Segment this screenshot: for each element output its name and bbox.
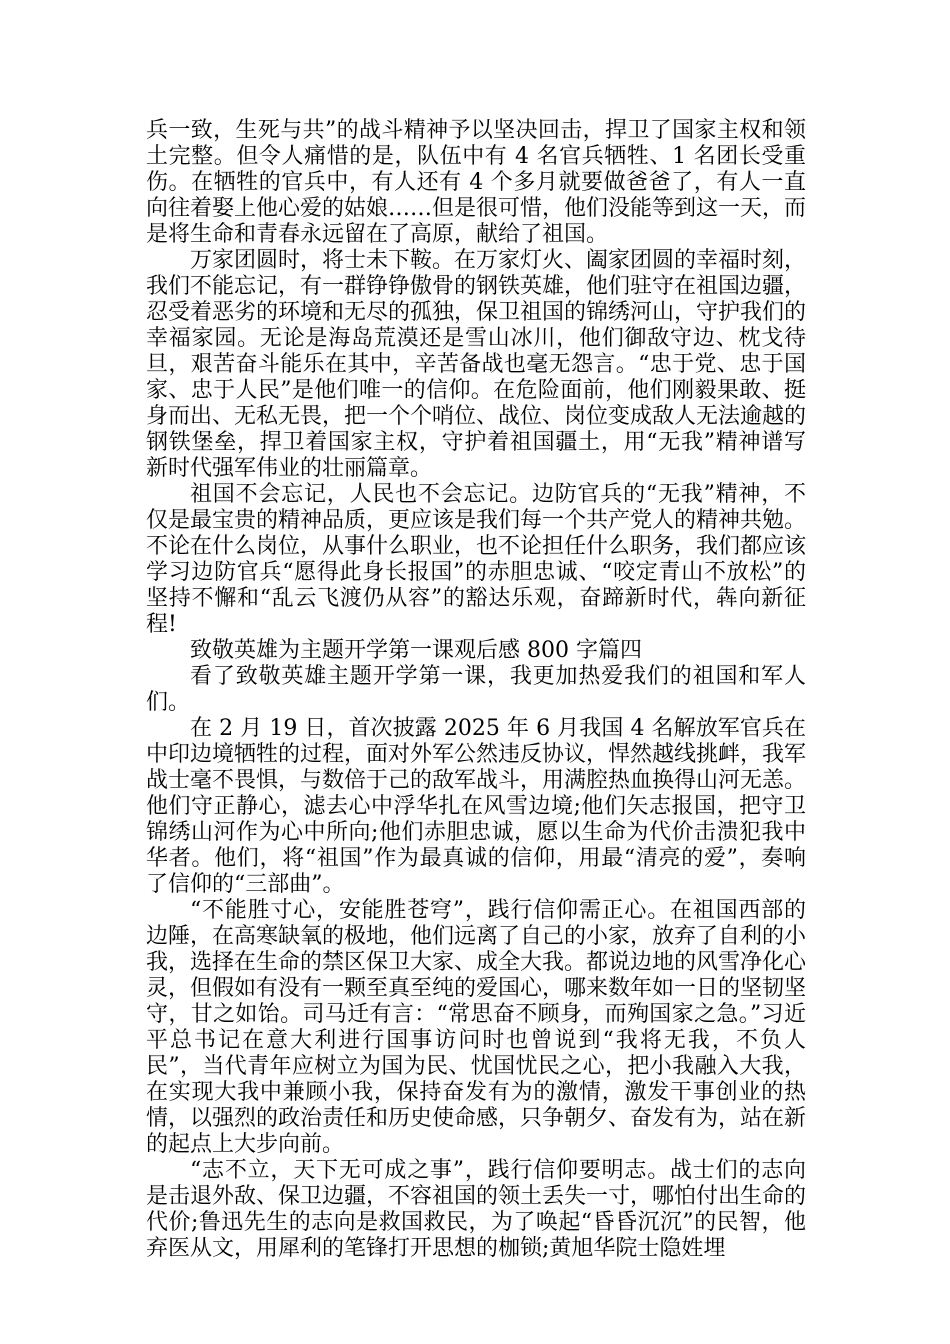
body-paragraph: 万家团圆时，将士未下鞍。在万家灯火、阖家团圆的幸福时刻，我们不能忘记，有一群铮铮傲骨的钢铁英雄，他们驻守在祖国边疆，忍受着恶劣的环境和无尽的孤独，保卫祖国的锦绣河山，守护我们的幸福家园。无论是海岛荒漠还是雪山冰川，他们御敌守边、枕戈待旦，艰苦奋斗能乐在其中，辛苦备战也毫无怨言。“忠于党、忠于国家、忠于人民”是他们唯一的信仰。在危险面前，他们刚毅果敢、挺身而出、无私无畏，把一个个哨位、战位、岗位变成敌人无法逾越的钢铁堡垒，捍卫着国家主权，守护着祖国疆土，用“无我”精神谱写新时代强军伟业的壮丽篇章。	[146, 248, 807, 481]
body-paragraph: “不能胜寸心，安能胜苍穹”，践行信仰需正心。在祖国西部的边陲，在高寒缺氧的极地，他们远离了自己的小家，放弃了自利的小我，选择在生命的禁区保卫大家、成全大我。都说边地的风雪净化心灵，但假如有没有一颗至真至纯的爱国心，哪来数年如一日的坚韧坚守，甘之如饴。司马迁有言：“常思奋不顾身，而殉国家之急。”习近平总书记在意大利进行国事访问时也曾说到“我将无我，不负人民”，当代青年应树立为国为民、忧国忧民之心，把小我融入大我，在实现大我中兼顾小我，保持奋发有为的激情，激发干事创业的热情，以强烈的政治责任和历史使命感，只争朝夕、奋发有为，站在新的起点上大步向前。	[146, 898, 807, 1157]
body-paragraph: 兵一致，生死与共”的战斗精神予以坚决回击，捍卫了国家主权和领土完整。但令人痛惜的是，队伍中有 4 名官兵牺牲、1 名团长受重伤。在牺牲的官兵中，有人还有 4 个多月就要做爸爸了，有人一直向往着娶上他心爱的姑娘……但是很可惜，他们没能等到这一天，而是将生命和青春永远留在了高原，献给了祖国。	[146, 118, 807, 247]
document-page	[146, 118, 806, 1262]
body-paragraph: “志不立，天下无可成之事”，践行信仰要明志。战士们的志向是击退外敌、保卫边疆，不容祖国的领土丢失一寸，哪怕付出生命的代价;鲁迅先生的志向是救国救民，为了唤起“昏昏沉沉”的民智，他弃医从文，用犀利的笔锋打开思想的枷锁;黄旭华院士隐姓埋	[146, 1158, 807, 1261]
body-paragraph: 祖国不会忘记，人民也不会忘记。边防官兵的“无我”精神，不仅是最宝贵的精神品质，更应该是我们每一个共产党人的精神共勉。不论在什么岗位，从事什么职业，也不论担任什么职务，我们都应该学习边防官兵“愿得此身长报国”的赤胆忠诚、“咬定青山不放松”的坚持不懈和“乱云飞渡仍从容”的豁达乐观，奋蹄新时代，犇向新征程!	[146, 482, 807, 637]
body-paragraph: 看了致敬英雄主题开学第一课，我更加热爱我们的祖国和军人们。	[146, 664, 806, 715]
body-paragraph: 在 2 月 19 日，首次披露 2025 年 6 月我国 4 名解放军官兵在中印边境牺牲的过程，面对外军公然违反协议，悍然越线挑衅，我军战士毫不畏惧，与数倍于己的敌军战斗，用满腔热血换得山河无恙。他们守正静心，滤去心中浮华扎在风雪边境;他们矢志报国，把守卫锦绣山河作为心中所向;他们赤胆忠诚，愿以生命为代价击溃犯我中华者。他们，将“祖国”作为最真诚的信仰，用最“清亮的爱”，奏响了信仰的“三部曲”。	[146, 716, 807, 897]
section-heading: 致敬英雄为主题开学第一课观后感 800 字篇四	[190, 638, 642, 663]
